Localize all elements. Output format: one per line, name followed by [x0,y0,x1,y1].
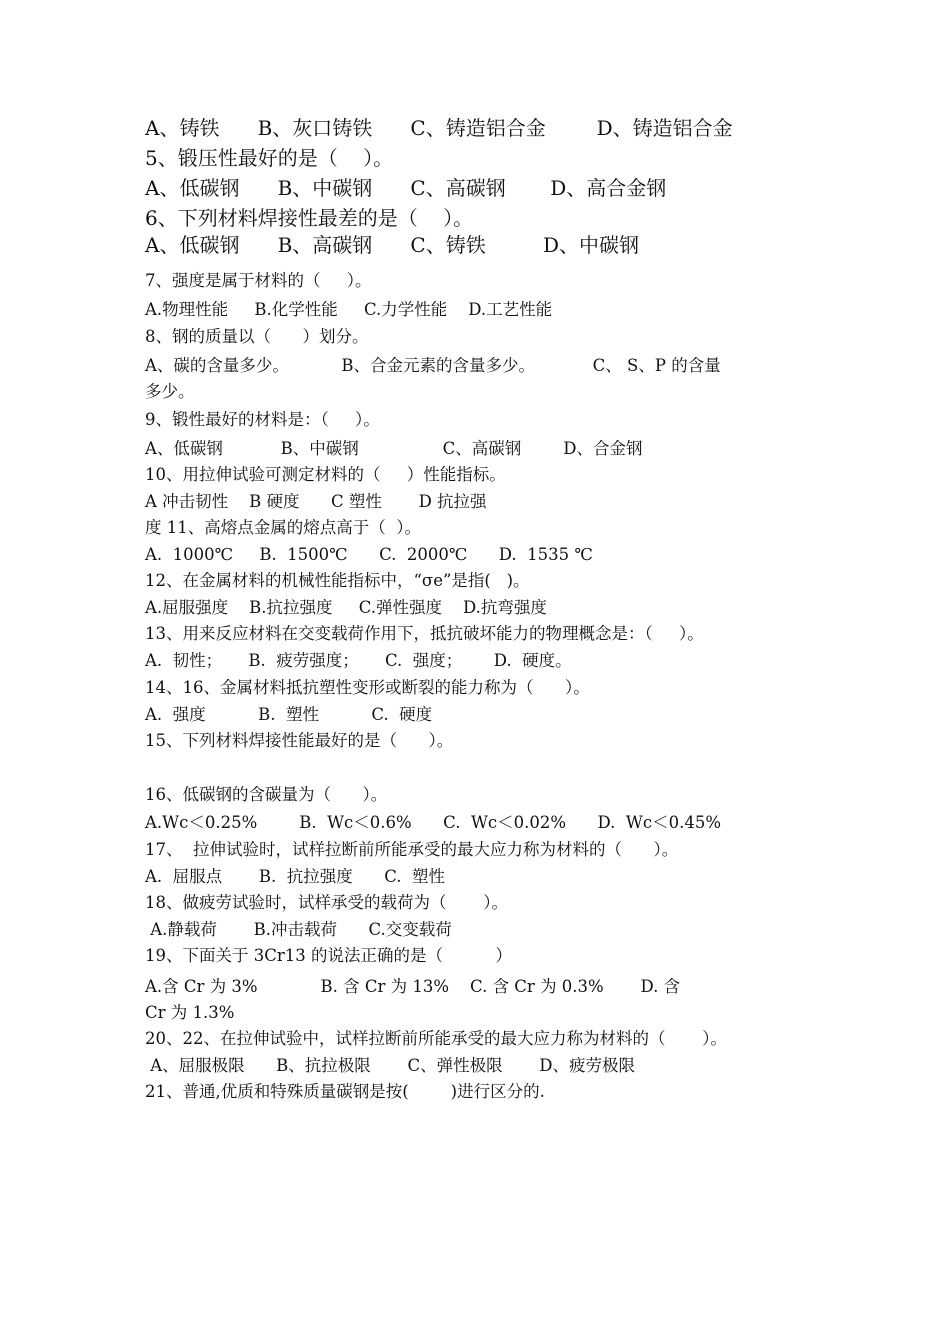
question-8: 8、钢的质量以（ ）划分。 [145,327,369,346]
q4-options: A、铸铁 B、灰口铸铁 C、铸造铝合金 D、铸造铝合金 [145,116,733,140]
q13-options: A. 韧性； B. 疲劳强度； C. 强度； D. 硬度。 [145,651,572,670]
question-12: 12、在金属材料的机械性能指标中，“σe”是指( )。 [145,571,530,590]
question-15: 15、下列材料焊接性能最好的是（ ）。 [145,731,454,750]
question-17: 17、 拉伸试验时，试样拉断前所能承受的最大应力称为材料的（ ）。 [145,840,679,859]
q16-options: A.Wc＜0.25% B. Wc＜0.6% C. Wc＜0.02% D. Wc＜0.45% [145,813,722,832]
question-19: 19、下面关于 3Cr13 的说法正确的是（ ） [145,946,512,965]
question-18: 18、做疲劳试验时，试样承受的载荷为（ ）。 [145,893,508,912]
question-20: 20、22、在拉伸试验中，试样拉断前所能承受的最大应力称为材料的（ ）。 [145,1029,727,1048]
q17-options: A. 屈服点 B. 抗拉强度 C. 塑性 [145,867,445,886]
q14-options: A. 强度 B. 塑性 C. 硬度 [145,705,433,724]
q9-options: A、低碳钢 B、中碳钢 C、高碳钢 D、合金钢 [145,439,643,458]
q7-options: A.物理性能 B.化学性能 C.力学性能 D.工艺性能 [145,300,553,319]
question-7: 7、强度是属于材料的（ ）。 [145,271,372,290]
q8-options-cont: 多少。 [145,382,195,401]
q20-options: A、屈服极限 B、抗拉极限 C、弹性极限 D、疲劳极限 [145,1056,636,1075]
q18-options: A.静载荷 B.冲击载荷 C.交变载荷 [145,920,452,939]
question-6: 6、下列材料焊接性最差的是（ ）。 [145,206,474,230]
question-14: 14、16、金属材料抵抗塑性变形或断裂的能力称为（ ）。 [145,678,590,697]
q10-options: A 冲击韧性 B 硬度 C 塑性 D 抗拉强 [145,492,487,511]
q5-options: A、低碳钢 B、中碳钢 C、高碳钢 D、高合金钢 [145,176,667,200]
q6-options: A、低碳钢 B、高碳钢 C、铸铁 D、中碳钢 [145,233,639,257]
question-11: 度 11、高熔点金属的熔点高于（ ）。 [145,518,421,537]
question-13: 13、用来反应材料在交变载荷作用下，抵抗破坏能力的物理概念是：（ ）。 [145,624,704,643]
q12-options: A.屈服强度 B.抗拉强度 C.弹性强度 D.抗弯强度 [145,598,547,617]
q8-options: A、碳的含量多少。 B、合金元素的含量多少。 C、 S、P 的含量 [145,356,721,375]
q19-options: A.含 Cr 为 3% B. 含 Cr 为 13% C. 含 Cr 为 0.3% D. 含 [145,977,681,996]
question-9: 9、锻性最好的材料是：（ ）。 [145,410,380,429]
q11-options: A. 1000℃ B. 1500℃ C. 2000℃ D. 1535 ℃ [145,545,593,564]
question-10: 10、用拉伸试验可测定材料的（ ）性能指标。 [145,465,506,484]
q19-options-cont: Cr 为 1.3% [145,1003,235,1022]
question-5: 5、锻压性最好的是（ ）。 [145,146,394,170]
question-21: 21、普通,优质和特殊质量碳钢是按( )进行区分的. [145,1082,545,1101]
question-16: 16、低碳钢的含碳量为（ ）。 [145,785,388,804]
